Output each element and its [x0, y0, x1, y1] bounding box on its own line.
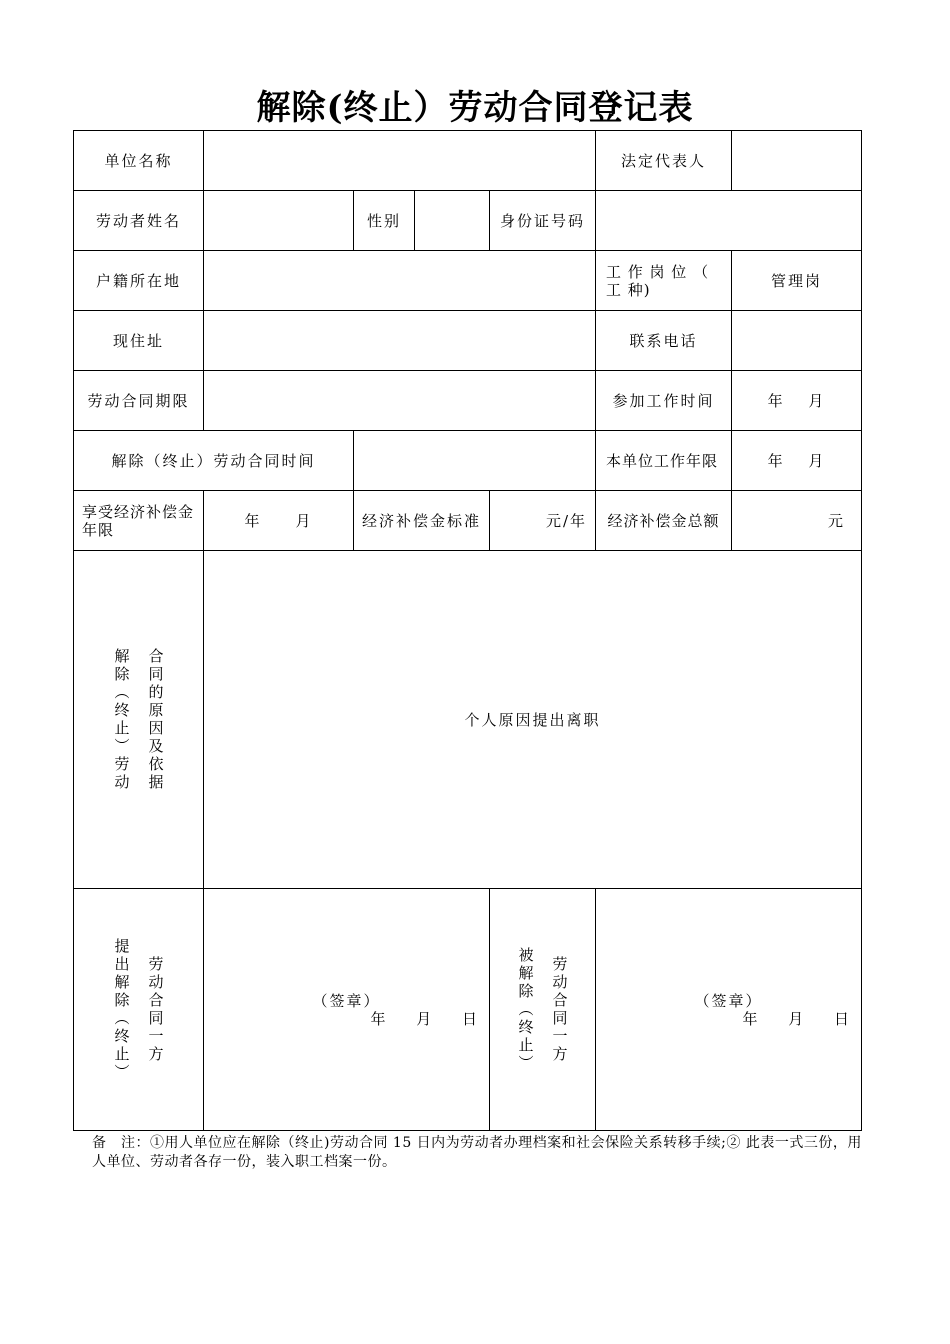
id-number-label: 身份证号码 — [490, 191, 596, 251]
reason-label-line1: 解除（终止）劳动 — [112, 647, 131, 792]
post-value[interactable]: 管理岗 — [732, 251, 862, 311]
proposer-label — [74, 889, 204, 1131]
unit-years-value[interactable]: 年 月 — [732, 431, 862, 491]
gender-field[interactable] — [415, 191, 490, 251]
passive-label-line2: 劳动合同一方 — [550, 955, 569, 1064]
page-title: 解除(终止）劳动合同登记表 — [256, 88, 694, 128]
unit-name-field[interactable] — [204, 131, 596, 191]
comp-total-label: 经济补偿金总额 — [596, 491, 732, 551]
address-label: 现住址 — [74, 311, 204, 371]
footnote: 备 注：①用人单位应在解除（终止)劳动合同 15 日内为劳动者办理档案和社会保险关系转移手续;② 此表一式三份，用人单位、劳动者各存一份，装入职工档案一份。 — [92, 1135, 862, 1170]
worker-name-label: 劳动者姓名 — [74, 191, 204, 251]
legal-rep-label: 法定代表人 — [596, 131, 732, 191]
passive-seal-text: （签章） — [694, 991, 763, 1010]
phone-label: 联系电话 — [596, 311, 732, 371]
registration-form-table — [73, 130, 862, 1131]
unit-name-label: 单位名称 — [74, 131, 204, 191]
id-number-field[interactable] — [596, 191, 862, 251]
comp-standard-label: 经济补偿金标准 — [354, 491, 490, 551]
reason-label — [74, 551, 204, 889]
passive-label-line1: 被解除（终止） — [516, 946, 535, 1073]
legal-rep-field[interactable] — [732, 131, 862, 191]
proposer-seal-text: （签章） — [312, 991, 381, 1010]
contract-term-field[interactable] — [204, 371, 596, 431]
gender-label: 性别 — [354, 191, 415, 251]
terminate-time-label: 解除（终止）劳动合同时间 — [74, 431, 354, 491]
terminate-time-field[interactable] — [354, 431, 596, 491]
passive-label — [490, 889, 596, 1131]
phone-field[interactable] — [732, 311, 862, 371]
address-field[interactable] — [204, 311, 596, 371]
proposer-label-line1: 提出解除（终止） — [112, 937, 131, 1082]
reason-label-line2: 合同的原因及依据 — [146, 647, 165, 792]
proposer-signature-area[interactable] — [204, 889, 490, 1131]
passive-signature-area[interactable] — [596, 889, 862, 1131]
comp-standard-value[interactable]: 元/年 — [490, 491, 596, 551]
proposer-label-line2: 劳动合同一方 — [146, 955, 165, 1064]
reason-value[interactable]: 个人原因提出离职 — [204, 551, 862, 889]
comp-years-value[interactable]: 年 月 — [204, 491, 354, 551]
join-time-value[interactable]: 年 月 — [732, 371, 862, 431]
comp-years-label: 享受经济补偿金年限 — [74, 491, 204, 551]
unit-years-label: 本单位工作年限 — [596, 431, 732, 491]
comp-total-value[interactable]: 元 — [732, 491, 862, 551]
post-label: 工 作 岗 位 （ 工 种) — [596, 251, 732, 311]
contract-term-label: 劳动合同期限 — [74, 371, 204, 431]
proposer-date-text: 年 月 日 — [370, 1009, 479, 1028]
join-time-label: 参加工作时间 — [596, 371, 732, 431]
household-label: 户籍所在地 — [74, 251, 204, 311]
worker-name-field[interactable] — [204, 191, 354, 251]
passive-date-text: 年 月 日 — [742, 1009, 851, 1028]
household-field[interactable] — [204, 251, 596, 311]
